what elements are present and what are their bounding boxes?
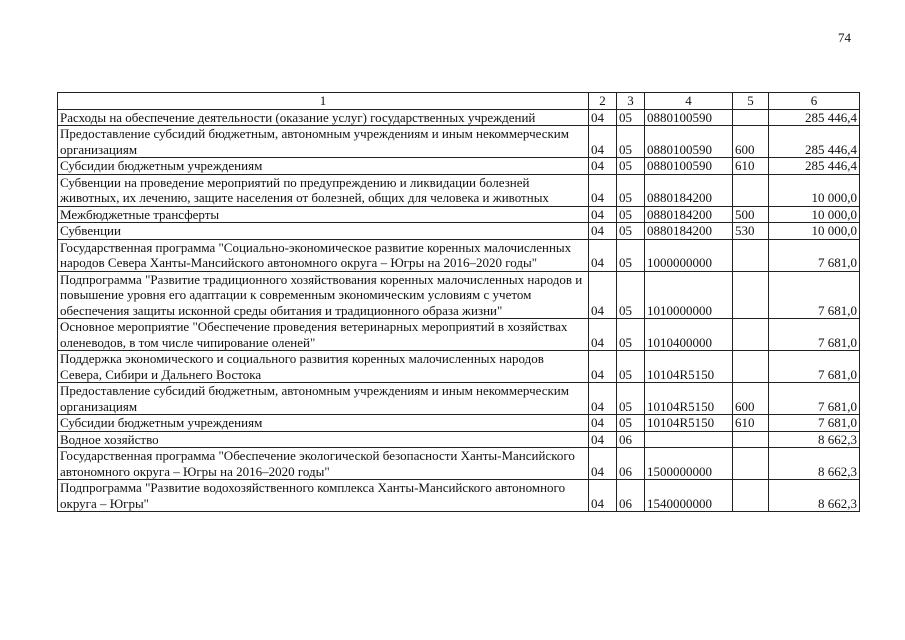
row-name: Расходы на обеспечение деятельности (оказание услуг) государственных учреждений	[58, 109, 589, 126]
subsection-code: 05	[617, 109, 645, 126]
section-code: 04	[589, 383, 617, 415]
subsection-code: 05	[617, 126, 645, 158]
amount: 285 446,4	[769, 126, 860, 158]
section-code: 04	[589, 158, 617, 175]
row-name: Поддержка экономического и социального развития коренных малочисленных народов Севера, Сибири и Дальнего Востока	[58, 351, 589, 383]
target-article-code: 1010000000	[645, 271, 733, 319]
target-article-code: 10104R5150	[645, 351, 733, 383]
target-article-code: 0880100590	[645, 158, 733, 175]
table-row	[58, 174, 860, 206]
column-header: 5	[733, 93, 769, 110]
expense-type-code	[733, 109, 769, 126]
target-article-code: 0880100590	[645, 126, 733, 158]
row-name: Государственная программа "Социально-экономическое развитие коренных малочисленных народов Севера Ханты-Мансийского автономного округа – Югры на 2016–2020 годы"	[58, 239, 589, 271]
section-code: 04	[589, 351, 617, 383]
table-row	[58, 126, 860, 158]
subsection-code: 06	[617, 448, 645, 480]
expense-type-code	[733, 351, 769, 383]
expense-type-code: 530	[733, 223, 769, 240]
expense-type-code: 610	[733, 415, 769, 432]
amount: 10 000,0	[769, 206, 860, 223]
row-name: Субсидии бюджетным учреждениям	[58, 158, 589, 175]
amount: 285 446,4	[769, 158, 860, 175]
table-row	[58, 351, 860, 383]
section-code: 04	[589, 448, 617, 480]
subsection-code: 06	[617, 480, 645, 512]
table-row	[58, 158, 860, 175]
table-row	[58, 239, 860, 271]
expense-type-code: 610	[733, 158, 769, 175]
expense-type-code: 600	[733, 126, 769, 158]
target-article-code: 0880184200	[645, 223, 733, 240]
target-article-code: 1500000000	[645, 448, 733, 480]
column-header: 1	[58, 93, 589, 110]
amount: 8 662,3	[769, 448, 860, 480]
table-row	[58, 109, 860, 126]
target-article-code: 10104R5150	[645, 383, 733, 415]
column-header: 4	[645, 93, 733, 110]
section-code: 04	[589, 206, 617, 223]
header-row	[58, 93, 860, 110]
subsection-code: 05	[617, 158, 645, 175]
amount: 7 681,0	[769, 271, 860, 319]
target-article-code: 0880100590	[645, 109, 733, 126]
expense-type-code	[733, 448, 769, 480]
amount: 8 662,3	[769, 431, 860, 448]
row-name: Подпрограмма "Развитие водохозяйственного комплекса Ханты-Мансийского автономного округа – Югры"	[58, 480, 589, 512]
row-name: Водное хозяйство	[58, 431, 589, 448]
table-row	[58, 431, 860, 448]
table-row	[58, 319, 860, 351]
subsection-code: 06	[617, 431, 645, 448]
row-name: Предоставление субсидий бюджетным, автономным учреждениям и иным некоммерческим организациям	[58, 126, 589, 158]
subsection-code: 05	[617, 174, 645, 206]
section-code: 04	[589, 480, 617, 512]
row-name: Субвенции	[58, 223, 589, 240]
section-code: 04	[589, 126, 617, 158]
amount: 7 681,0	[769, 415, 860, 432]
target-article-code: 1540000000	[645, 480, 733, 512]
row-name: Основное мероприятие "Обеспечение проведения ветеринарных мероприятий в хозяйствах оленеводов, в том числе чипирование оленей"	[58, 319, 589, 351]
amount: 7 681,0	[769, 351, 860, 383]
expense-type-code	[733, 431, 769, 448]
subsection-code: 05	[617, 271, 645, 319]
section-code: 04	[589, 431, 617, 448]
target-article-code: 0880184200	[645, 174, 733, 206]
expense-type-code	[733, 271, 769, 319]
section-code: 04	[589, 223, 617, 240]
amount: 7 681,0	[769, 239, 860, 271]
amount: 7 681,0	[769, 319, 860, 351]
subsection-code: 05	[617, 206, 645, 223]
column-header: 2	[589, 93, 617, 110]
expense-type-code	[733, 480, 769, 512]
expense-type-code	[733, 174, 769, 206]
row-name: Субсидии бюджетным учреждениям	[58, 415, 589, 432]
amount: 285 446,4	[769, 109, 860, 126]
amount: 10 000,0	[769, 174, 860, 206]
table-row	[58, 415, 860, 432]
section-code: 04	[589, 239, 617, 271]
amount: 7 681,0	[769, 383, 860, 415]
section-code: 04	[589, 174, 617, 206]
table-row	[58, 383, 860, 415]
subsection-code: 05	[617, 319, 645, 351]
expense-type-code: 600	[733, 383, 769, 415]
row-name: Межбюджетные трансферты	[58, 206, 589, 223]
expense-type-code	[733, 319, 769, 351]
table-row	[58, 480, 860, 512]
table-row	[58, 206, 860, 223]
column-header: 3	[617, 93, 645, 110]
target-article-code	[645, 431, 733, 448]
target-article-code: 0880184200	[645, 206, 733, 223]
section-code: 04	[589, 319, 617, 351]
page-number: 74	[838, 30, 851, 45]
subsection-code: 05	[617, 351, 645, 383]
subsection-code: 05	[617, 415, 645, 432]
target-article-code: 10104R5150	[645, 415, 733, 432]
table-row	[58, 223, 860, 240]
row-name: Субвенции на проведение мероприятий по предупреждению и ликвидации болезней животных, их лечению, защите населения от болезней, общих для человека и животных	[58, 174, 589, 206]
amount: 8 662,3	[769, 480, 860, 512]
section-code: 04	[589, 415, 617, 432]
subsection-code: 05	[617, 223, 645, 240]
budget-table	[57, 92, 860, 512]
target-article-code: 1000000000	[645, 239, 733, 271]
subsection-code: 05	[617, 383, 645, 415]
section-code: 04	[589, 109, 617, 126]
table-row	[58, 271, 860, 319]
row-name: Государственная программа "Обеспечение экологической безопасности Ханты-Мансийского автономного округа – Югры на 2016–2020 годы"	[58, 448, 589, 480]
expense-type-code: 500	[733, 206, 769, 223]
section-code: 04	[589, 271, 617, 319]
row-name: Предоставление субсидий бюджетным, автономным учреждениям и иным некоммерческим организациям	[58, 383, 589, 415]
amount: 10 000,0	[769, 223, 860, 240]
row-name: Подпрограмма "Развитие традиционного хозяйствования коренных малочисленных народов и повышение уровня его адаптации к современным экономическим условиям с учетом обеспечения защиты исконной среды обитания и традиционного образа жизни"	[58, 271, 589, 319]
expense-type-code	[733, 239, 769, 271]
column-header: 6	[769, 93, 860, 110]
target-article-code: 1010400000	[645, 319, 733, 351]
table-row	[58, 448, 860, 480]
subsection-code: 05	[617, 239, 645, 271]
